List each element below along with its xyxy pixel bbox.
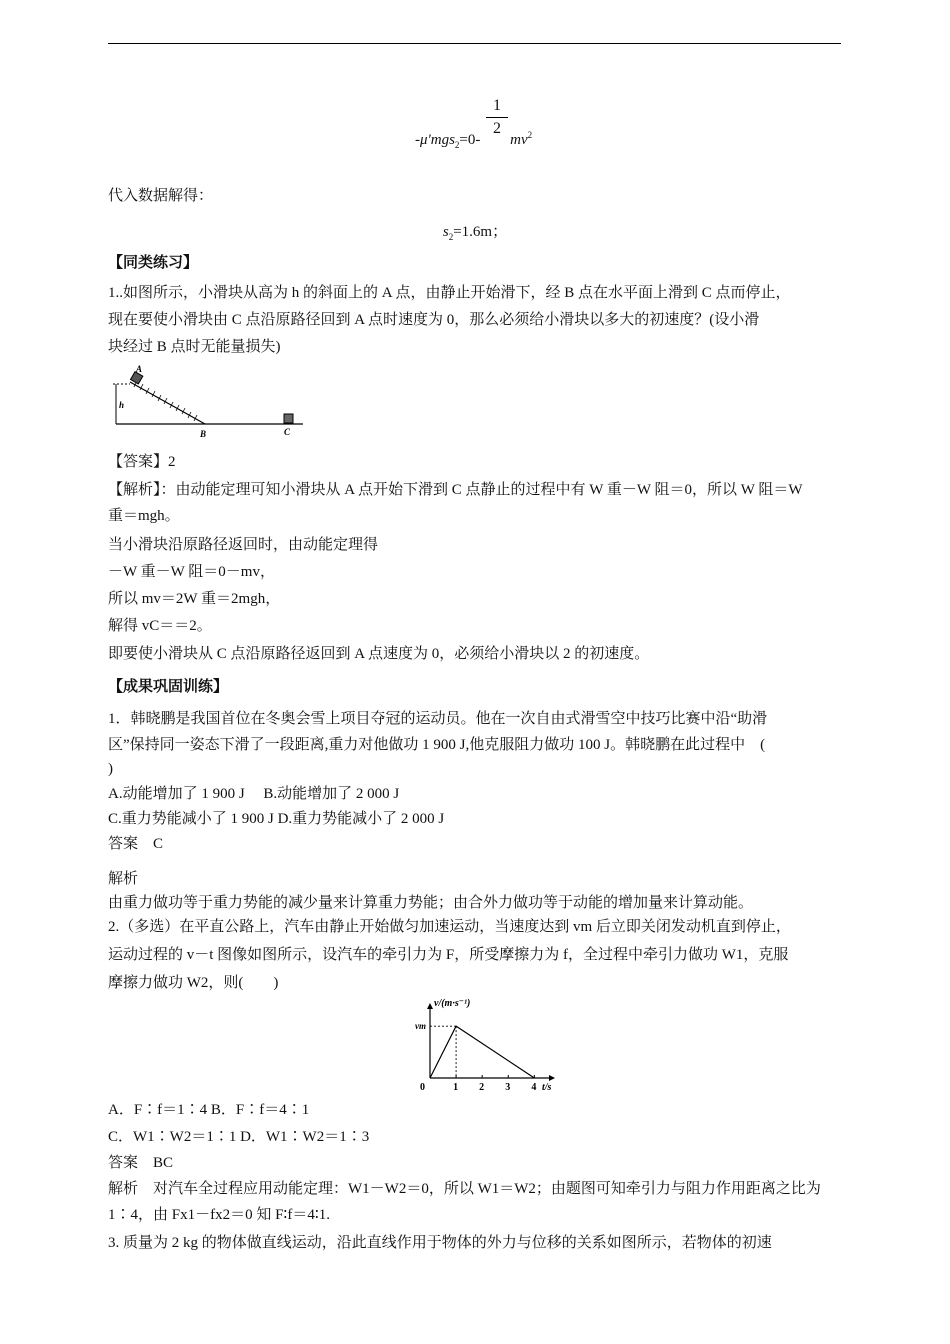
label-h: h [119,400,125,410]
analysis1-line1: 【解析】：由动能定理可知小滑块从 A 点开始下滑到 C 点静止的过程中有 W 重－W 阻＝0，所以 W 阻＝W [108,482,803,498]
analysis1-line4: －W 重－W 阻＝0－mv， [108,564,275,580]
vt-chart [405,996,580,1090]
analysis1-line5: 所以 mv＝2W 重＝2mgh， [108,591,281,607]
label-c: C [284,427,291,437]
x-axis-label: t/s [542,1082,552,1090]
q2-answer: 答案 C [108,836,164,852]
fraction-denominator: 2 [493,120,501,137]
y-axis-label: v/(m·s⁻¹) [434,998,471,1009]
y-axis-arrow [427,1003,433,1009]
fraction-numerator: 1 [493,97,501,114]
q2-analysis-label: 解析 [108,871,139,887]
q2-options-ab: A.动能增加了 1 900 J B.动能增加了 2 000 J [108,786,400,802]
q3-line1: 2.（多选）在平直公路上，汽车由静止开始做匀加速运动，当速度达到 vm 后立即关闭发动机直到停止， [108,919,791,935]
incline-diagram [108,362,313,444]
q3-options-cd: C．W1∶W2＝1∶1 D．W1∶W2＝1∶3 [108,1129,370,1145]
slider-block-c [284,414,293,423]
x-tick-label-0: 0 [420,1082,425,1090]
x-axis-arrow [549,1075,555,1081]
y-tick-vm: vm [415,1021,426,1032]
heading-similar-practice: 【同类练习】 [108,255,199,271]
q2-line3: ) [108,761,113,777]
x-tick-label-2: 2 [479,1082,485,1090]
series-line-velocity [430,1026,534,1078]
q1-line3: 块经过 B 点时无能量损失) [108,339,281,355]
formula-friction-work: -μ'mgs$_2$=0- $mv^2$ [415,130,533,150]
q3-line2: 运动过程的 v－t 图像如图所示，设汽车的牵引力为 F，所受摩擦力为 f，全过程中牵引力做功 W1，克服 [108,947,789,963]
q3-options-ab: A．F∶f＝1∶4 B．F∶f＝4∶1 [108,1102,310,1118]
q3-analysis-line1: 解析 对汽车全过程应用动能定理：W1－W2＝0，所以 W1＝W2；由题图可知牵引力与阻力作用距离之比为 [108,1181,821,1197]
q3-answer: 答案 BC [108,1155,174,1171]
q2-line1: 1．韩晓鹏是我国首位在冬奥会雪上项目夺冠的运动员。他在一次自由式滑雪空中技巧比赛中沿“助滑 [108,711,768,727]
q3-line3: 摩擦力做功 W2，则( ) [108,975,279,991]
formula-s2: $s_2=1.6m$； [442,224,508,242]
analysis1-line7: 即要使小滑块从 C 点沿原路径返回到 A 点速度为 0，必须给小滑块以 2 的初速度。 [108,646,650,662]
q2-analysis: 由重力做功等于重力势能的减少量来计算重力势能；由合外力做功等于动能的增加量来计算动能。 [108,895,754,911]
analysis1-line6: 解得 vC＝＝2。 [108,618,212,634]
analysis1-line2: 重＝mgh。 [108,508,180,524]
header-rule [108,43,841,44]
x-tick-label-4: 4 [531,1082,537,1090]
q3-analysis-line2: 1∶4，由 Fx1－fx2＝0 知 F∶f＝4∶1. [108,1207,330,1223]
x-tick-label-3: 3 [505,1082,511,1090]
x-tick-label-1: 1 [453,1082,459,1090]
analysis1-line3: 当小滑块沿原路径返回时，由动能定理得 [108,537,379,553]
q1-line2: 现在要使小滑块由 C 点沿原路径回到 A 点时速度为 0，那么必须给小滑块以多大的初速度？(设小滑 [108,312,760,328]
answer1: 【答案】2 [108,454,176,470]
q2-options-cd: C.重力势能减小了 1 900 J D.重力势能减小了 2 000 J [108,811,445,827]
q1-line1: 1..如图所示，小滑块从高为 h 的斜面上的 A 点，由静止开始滑下，经 B 点在水平面上滑到 C 点而停止， [108,285,791,301]
label-a: A [136,364,143,374]
text-substitute: 代入数据解得： [108,188,214,204]
heading-consolidation: 【成果巩固训练】 [108,679,229,695]
q2-line2: 区”保持同一姿态下滑了一段距离,重力对他做功 1 900 J,他克服阻力做功 100 J。韩晓鹏在此过程中 ( [108,737,766,753]
q4-line1: 3. 质量为 2 kg 的物体做直线运动，沿此直线作用于物体的外力与位移的关系如图所示，若物体的初速 [108,1235,772,1251]
label-b: B [200,429,207,439]
